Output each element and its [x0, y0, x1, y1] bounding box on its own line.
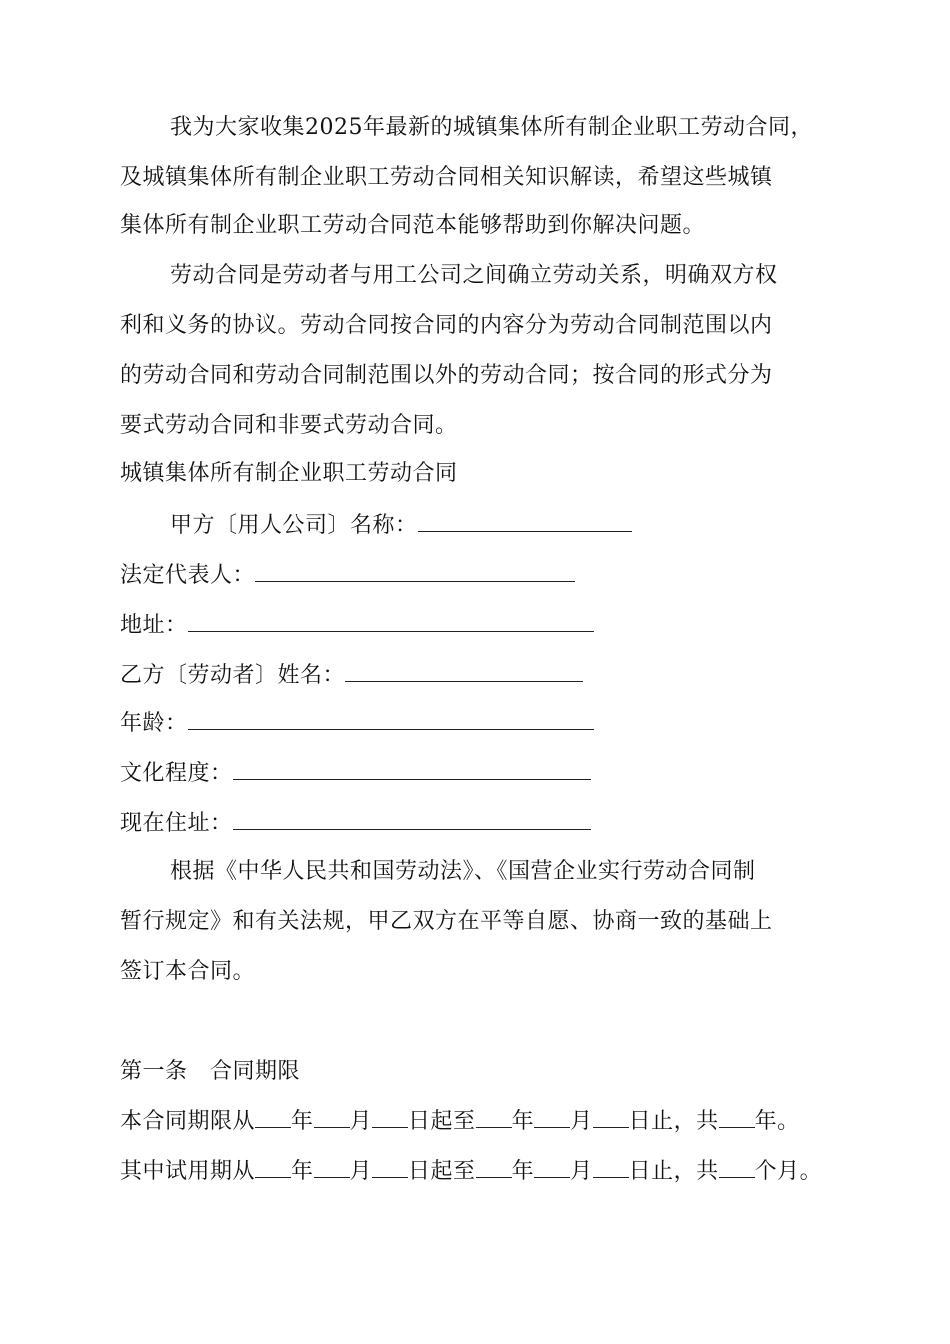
intro-line-1: 我为大家收集2025年最新的城镇集体所有制企业职工劳动合同， [170, 115, 813, 140]
term-start-day-blank[interactable] [372, 1107, 408, 1128]
party-b-field [120, 661, 583, 691]
intro-p2-line-3: 的劳动合同和劳动合同制范围以外的劳动合同；按合同的形式分为 [120, 363, 773, 388]
term-suffix: 年。 [754, 1109, 800, 1134]
contract-title: 城镇集体所有制企业职工劳动合同 [120, 461, 458, 486]
legal-rep-label: 法定代表人： [120, 563, 256, 588]
term-end-month-label: 月 [570, 1109, 593, 1134]
term-from-label: 日起至 [408, 1109, 476, 1134]
education-blank[interactable] [233, 759, 591, 780]
address-blank[interactable] [188, 611, 594, 632]
basis-line-3: 签订本合同。 [120, 959, 256, 984]
probation-month-label: 月 [349, 1159, 373, 1184]
basis-line-2: 暂行规定》和有关法规，甲乙双方在平等自愿、协商一致的基础上 [120, 909, 773, 934]
probation-end-year-blank[interactable] [476, 1157, 512, 1178]
probation-from-label: 日起至 [408, 1159, 476, 1184]
probation-end-day-blank[interactable] [593, 1157, 629, 1178]
probation-start-year-blank[interactable] [255, 1157, 291, 1178]
address-label: 地址： [120, 613, 188, 638]
current-address-label: 现在住址： [120, 811, 233, 836]
party-b-blank[interactable] [345, 661, 583, 682]
term-end-year-blank[interactable] [476, 1107, 512, 1128]
party-b-label: 乙方〔劳动者〕姓名： [120, 663, 346, 688]
party-a-field [170, 511, 632, 541]
term-end-year-label: 年 [511, 1109, 535, 1134]
term-total-blank[interactable] [719, 1107, 755, 1128]
probation-end-month-label: 月 [570, 1159, 593, 1184]
intro-line-2: 及城镇集体所有制企业职工劳动合同相关知识解读，希望这些城镇 [120, 165, 773, 190]
probation-suffix: 个月。 [754, 1159, 823, 1184]
probation-end-month-blank[interactable] [534, 1157, 570, 1178]
party-a-label: 甲方〔用人公司〕名称： [170, 513, 418, 538]
age-blank[interactable] [188, 709, 594, 730]
current-address-blank[interactable] [233, 809, 591, 830]
term-to-label: 日止，共 [628, 1109, 719, 1134]
age-label: 年龄： [120, 711, 188, 736]
term-start-month-blank[interactable] [314, 1107, 350, 1128]
term-start-year-blank[interactable] [255, 1107, 291, 1128]
probation-to-label: 日止，共 [628, 1159, 719, 1184]
current-address-field [120, 809, 591, 839]
article-1-heading: 第一条 合同期限 [120, 1059, 301, 1084]
intro-p2-line-2: 利和义务的协议。劳动合同按合同的内容分为劳动合同制范围以内 [120, 313, 773, 338]
term-year-label: 年 [291, 1109, 314, 1134]
term-prefix: 本合同期限从 [120, 1109, 256, 1134]
education-field [120, 759, 591, 789]
term-end-month-blank[interactable] [534, 1107, 570, 1128]
age-field [120, 709, 594, 739]
probation-line [120, 1157, 822, 1187]
contract-term-line [120, 1107, 800, 1137]
legal-rep-blank[interactable] [255, 561, 575, 582]
address-field [120, 611, 594, 641]
probation-total-blank[interactable] [719, 1157, 755, 1178]
probation-end-year-label: 年 [511, 1159, 535, 1184]
probation-year-label: 年 [291, 1159, 314, 1184]
intro-line-3: 集体所有制企业职工劳动合同范本能够帮助到你解决问题。 [120, 213, 706, 238]
education-label: 文化程度： [120, 761, 233, 786]
term-month-label: 月 [349, 1109, 373, 1134]
party-a-blank[interactable] [418, 511, 632, 532]
basis-line-1: 根据《中华人民共和国劳动法》、《国营企业实行劳动合同制 [170, 859, 756, 884]
probation-start-day-blank[interactable] [372, 1157, 408, 1178]
intro-p2-line-4: 要式劳动合同和非要式劳动合同。 [120, 413, 458, 438]
legal-rep-field [120, 561, 575, 591]
intro-p2-line-1: 劳动合同是劳动者与用工公司之间确立劳动关系，明确双方权 [170, 263, 778, 288]
term-end-day-blank[interactable] [593, 1107, 629, 1128]
probation-start-month-blank[interactable] [314, 1157, 350, 1178]
probation-prefix: 其中试用期从 [120, 1159, 256, 1184]
